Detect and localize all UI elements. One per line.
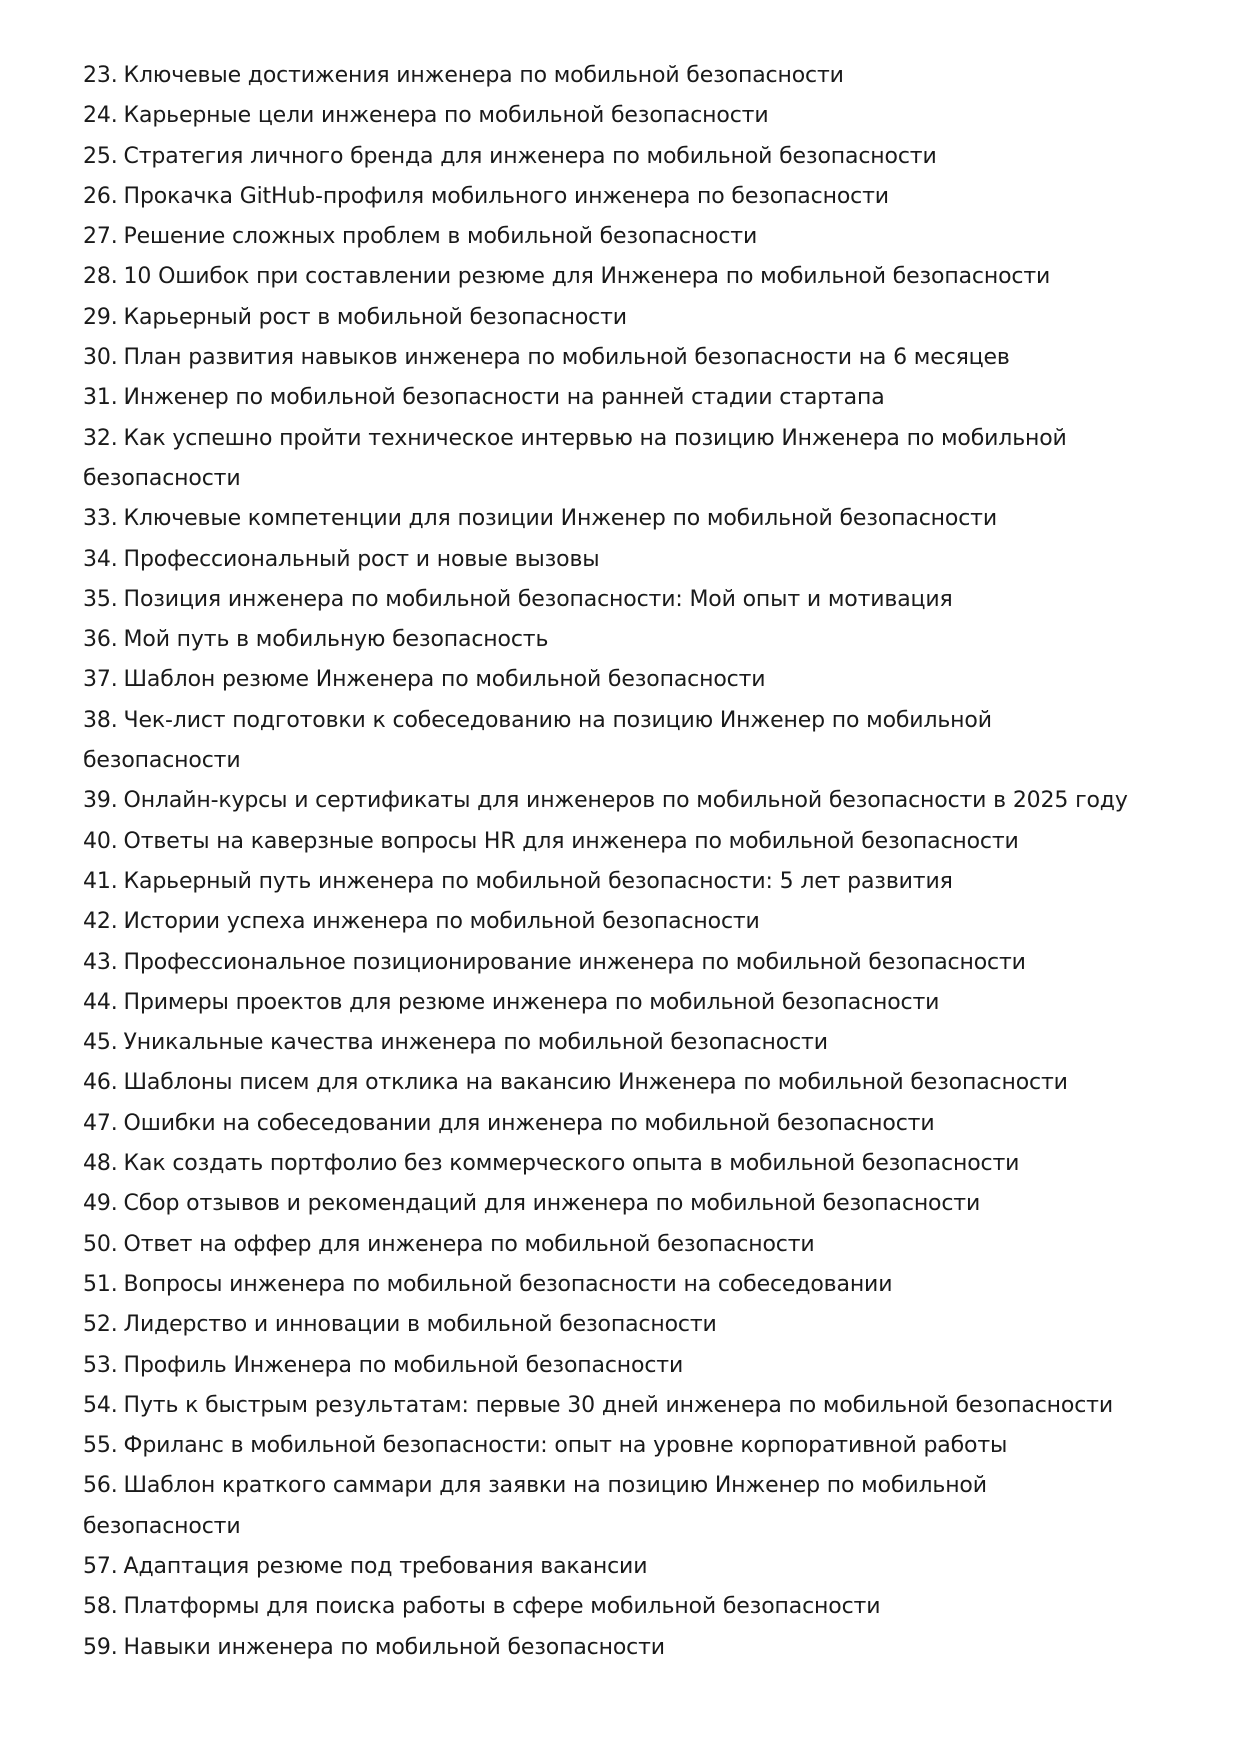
list-item	[83, 56, 1129, 96]
item-number: 30.	[83, 345, 118, 371]
item-number: 33.	[83, 506, 118, 532]
item-title: Чек-лист подготовки к собеседованию на позицию Инженер по мобильной безопасности	[83, 707, 992, 774]
list-item	[83, 943, 1129, 983]
item-title: Шаблон краткого саммари для заявки на позицию Инженер по мобильной безопасности	[83, 1473, 987, 1539]
item-number: 37.	[83, 667, 118, 693]
list-item	[83, 1547, 1129, 1587]
item-number: 39.	[83, 788, 118, 814]
item-number: 38.	[83, 707, 118, 733]
item-title: Навыки инженера по мобильной безопасности	[123, 1634, 665, 1660]
item-number: 59.	[83, 1634, 118, 1660]
item-number: 23.	[83, 63, 118, 88]
item-title: Профиль Инженера по мобильной безопасности	[123, 1352, 684, 1378]
item-number: 56.	[83, 1473, 118, 1499]
item-number: 53.	[83, 1352, 118, 1378]
item-number: 47.	[83, 1110, 118, 1136]
item-number: 46.	[83, 1070, 118, 1096]
item-number: 34.	[83, 546, 118, 572]
item-title: Инженер по мобильной безопасности на ранней стадии стартапа	[123, 385, 885, 411]
item-number: 31.	[83, 385, 118, 411]
list-item	[83, 338, 1129, 378]
item-title: Позиция инженера по мобильной безопасности: Мой опыт и мотивация	[123, 586, 953, 612]
list-item	[83, 419, 1129, 500]
list-item	[83, 1386, 1129, 1426]
item-title: Адаптация резюме под требования вакансии	[123, 1553, 648, 1579]
item-number: 45.	[83, 1030, 118, 1056]
item-number: 40.	[83, 828, 118, 854]
list-item	[83, 217, 1129, 257]
item-number: 51.	[83, 1271, 118, 1297]
item-number: 57.	[83, 1553, 118, 1579]
item-number: 25.	[83, 143, 118, 169]
item-title: Путь к быстрым результатам: первые 30 дней инженера по мобильной безопасности	[123, 1392, 1113, 1418]
item-title: Карьерные цели инженера по мобильной безопасности	[123, 103, 769, 129]
item-title: Вопросы инженера по мобильной безопасности на собеседовании	[123, 1271, 893, 1297]
list-item	[83, 257, 1129, 297]
item-title: Фриланс в мобильной безопасности: опыт на уровне корпоративной работы	[123, 1433, 1008, 1459]
list-item	[83, 580, 1129, 620]
list-item	[83, 902, 1129, 942]
item-number: 50.	[83, 1231, 118, 1257]
list-item	[83, 1144, 1129, 1184]
list-item	[83, 660, 1129, 700]
item-title: Онлайн-курсы и сертификаты для инженеров по мобильной безопасности в 2025 году	[123, 788, 1128, 814]
item-number: 35.	[83, 586, 118, 612]
contents-list	[83, 56, 1129, 1668]
item-title: Сбор отзывов и рекомендаций для инженера по мобильной безопасности	[123, 1191, 981, 1217]
list-item	[83, 1305, 1129, 1345]
list-item	[83, 781, 1129, 821]
list-item	[83, 137, 1129, 177]
list-item	[83, 1265, 1129, 1305]
list-item	[83, 96, 1129, 136]
item-number: 32.	[83, 425, 118, 451]
item-title: Лидерство и инновации в мобильной безопасности	[123, 1312, 717, 1338]
list-item	[83, 822, 1129, 862]
item-number: 52.	[83, 1312, 118, 1338]
list-item	[83, 499, 1129, 539]
item-title: Профессиональный рост и новые вызовы	[123, 546, 600, 572]
list-item	[83, 983, 1129, 1023]
list-item	[83, 1346, 1129, 1386]
item-title: Профессиональное позиционирование инженера по мобильной безопасности	[123, 949, 1026, 975]
item-number: 29.	[83, 304, 118, 330]
item-number: 55.	[83, 1433, 118, 1459]
item-title: Как успешно пройти техническое интервью на позицию Инженера по мобильной безопасности	[83, 425, 1067, 491]
list-item	[83, 1426, 1129, 1466]
item-title: Прокачка GitHub-профиля мобильного инженера по безопасности	[123, 183, 889, 209]
list-item	[83, 1628, 1129, 1668]
list-item	[83, 1587, 1129, 1627]
list-item	[83, 1466, 1129, 1547]
item-title: Как создать портфолио без коммерческого опыта в мобильной безопасности	[123, 1151, 1020, 1177]
list-item	[83, 862, 1129, 902]
list-item	[83, 620, 1129, 660]
item-number: 43.	[83, 949, 118, 975]
list-item	[83, 701, 1129, 782]
item-title: Карьерный рост в мобильной безопасности	[123, 304, 627, 330]
item-number: 48.	[83, 1151, 118, 1177]
item-number: 41.	[83, 868, 118, 894]
item-title: План развития навыков инженера по мобильной безопасности на 6 месяцев	[123, 345, 1010, 371]
item-title: Платформы для поиска работы в сфере мобильной безопасности	[123, 1594, 881, 1620]
list-item	[83, 540, 1129, 580]
list-item	[83, 177, 1129, 217]
item-title: Карьерный путь инженера по мобильной безопасности: 5 лет развития	[123, 868, 953, 894]
item-title: Уникальные качества инженера по мобильной безопасности	[123, 1030, 828, 1056]
item-title: Решение сложных проблем в мобильной безопасности	[123, 224, 758, 250]
list-item	[83, 1063, 1129, 1103]
item-title: Ключевые компетенции для позиции Инженер по мобильной безопасности	[123, 506, 997, 532]
item-title: Ключевые достижения инженера по мобильной безопасности	[123, 63, 844, 88]
item-number: 49.	[83, 1191, 118, 1217]
item-title: Истории успеха инженера по мобильной безопасности	[123, 909, 760, 935]
list-item	[83, 1104, 1129, 1144]
item-number: 36.	[83, 627, 118, 653]
item-number: 42.	[83, 909, 118, 935]
item-number: 28.	[83, 264, 118, 290]
item-number: 24.	[83, 103, 118, 129]
item-title: Ответы на каверзные вопросы HR для инженера по мобильной безопасности	[123, 828, 1019, 854]
item-number: 54.	[83, 1392, 118, 1418]
item-number: 26.	[83, 183, 118, 209]
item-title: Ответ на оффер для инженера по мобильной безопасности	[123, 1231, 815, 1257]
item-title: Примеры проектов для резюме инженера по мобильной безопасности	[123, 989, 940, 1015]
list-item	[83, 1023, 1129, 1063]
list-item	[83, 1184, 1129, 1224]
item-title: Ошибки на собеседовании для инженера по мобильной безопасности	[123, 1110, 935, 1136]
list-item	[83, 298, 1129, 338]
item-number: 44.	[83, 989, 118, 1015]
item-title: 10 Ошибок при составлении резюме для Инженера по мобильной безопасности	[123, 264, 1051, 290]
item-title: Мой путь в мобильную безопасность	[123, 627, 549, 653]
list-item	[83, 378, 1129, 418]
item-title: Стратегия личного бренда для инженера по мобильной безопасности	[123, 143, 937, 169]
item-number: 27.	[83, 224, 118, 250]
item-title: Шаблон резюме Инженера по мобильной безопасности	[123, 667, 766, 693]
item-title: Шаблоны писем для отклика на вакансию Инженера по мобильной безопасности	[123, 1070, 1068, 1096]
list-item	[83, 1225, 1129, 1265]
item-number: 58.	[83, 1594, 118, 1620]
